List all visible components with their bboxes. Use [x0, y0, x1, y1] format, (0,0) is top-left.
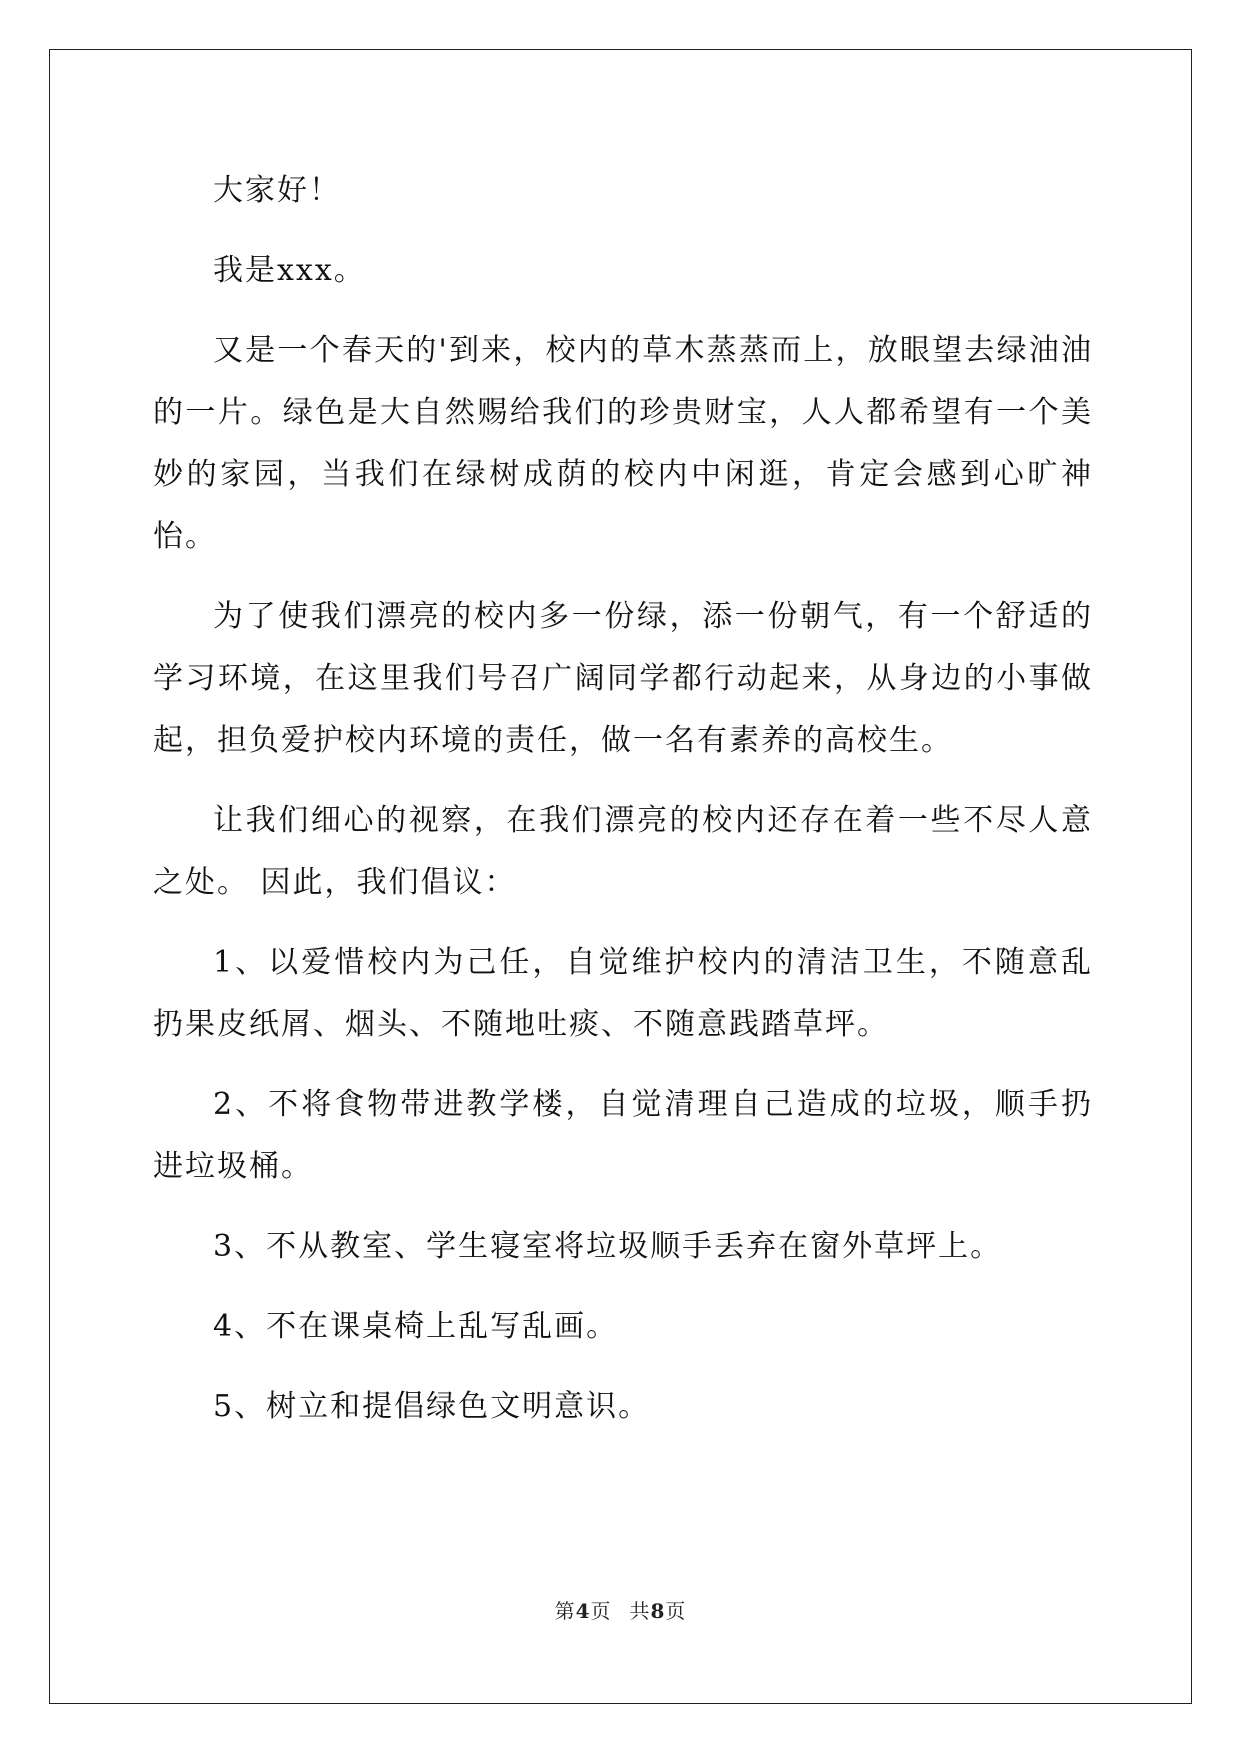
total-page-count: 8 [650, 1599, 666, 1623]
current-page-number: 4 [575, 1599, 591, 1623]
page-suffix: 页 [590, 1599, 612, 1623]
paragraph-call-to-action: 为了使我们漂亮的校内多一份绿，添一份朝气，有一个舒适的学习环境，在这里我们号召广阔同学都行动起来，从身边的小事做起，担负爱护校内环境的责任，做一名有素养的高校生。 [153, 599, 1093, 758]
proposal-item-3: 3、不从教室、学生寝室将垃圾顺手丢弃在窗外草坪上。 [213, 1229, 1003, 1264]
proposal-item-4: 4、不在课桌椅上乱写乱画。 [213, 1309, 619, 1344]
proposal-item-1: 1、以爱惜校内为己任，自觉维护校内的清洁卫生，不随意乱扔果皮纸屑、烟头、不随地吐痰、不随意践踏草坪。 [153, 945, 1093, 1042]
total-prefix: 共 [629, 1599, 651, 1623]
proposal-item-5: 5、树立和提倡绿色文明意识。 [213, 1389, 651, 1424]
paragraph-proposal-intro: 让我们细心的视察，在我们漂亮的校内还存在着一些不尽人意之处。 因此，我们倡议： [153, 803, 1093, 900]
paragraph-spring: 又是一个春天的'到来，校内的草木蒸蒸而上，放眼望去绿油油的一片。绿色是大自然赐给我们的珍贵财宝，人人都希望有一个美妙的家园，当我们在绿树成荫的校内中闲逛，肯定会感到心旷神怡。 [153, 333, 1093, 554]
paragraph-introduction: 我是xxx。 [213, 253, 366, 288]
page-footer [0, 1595, 1241, 1624]
paragraph-greeting: 大家好！ [213, 173, 341, 208]
page-prefix: 第 [554, 1599, 576, 1623]
total-suffix: 页 [665, 1599, 687, 1623]
proposal-item-2: 2、不将食物带进教学楼，自觉清理自己造成的垃圾，顺手扔进垃圾桶。 [153, 1087, 1093, 1184]
document-body [153, 160, 1093, 1456]
